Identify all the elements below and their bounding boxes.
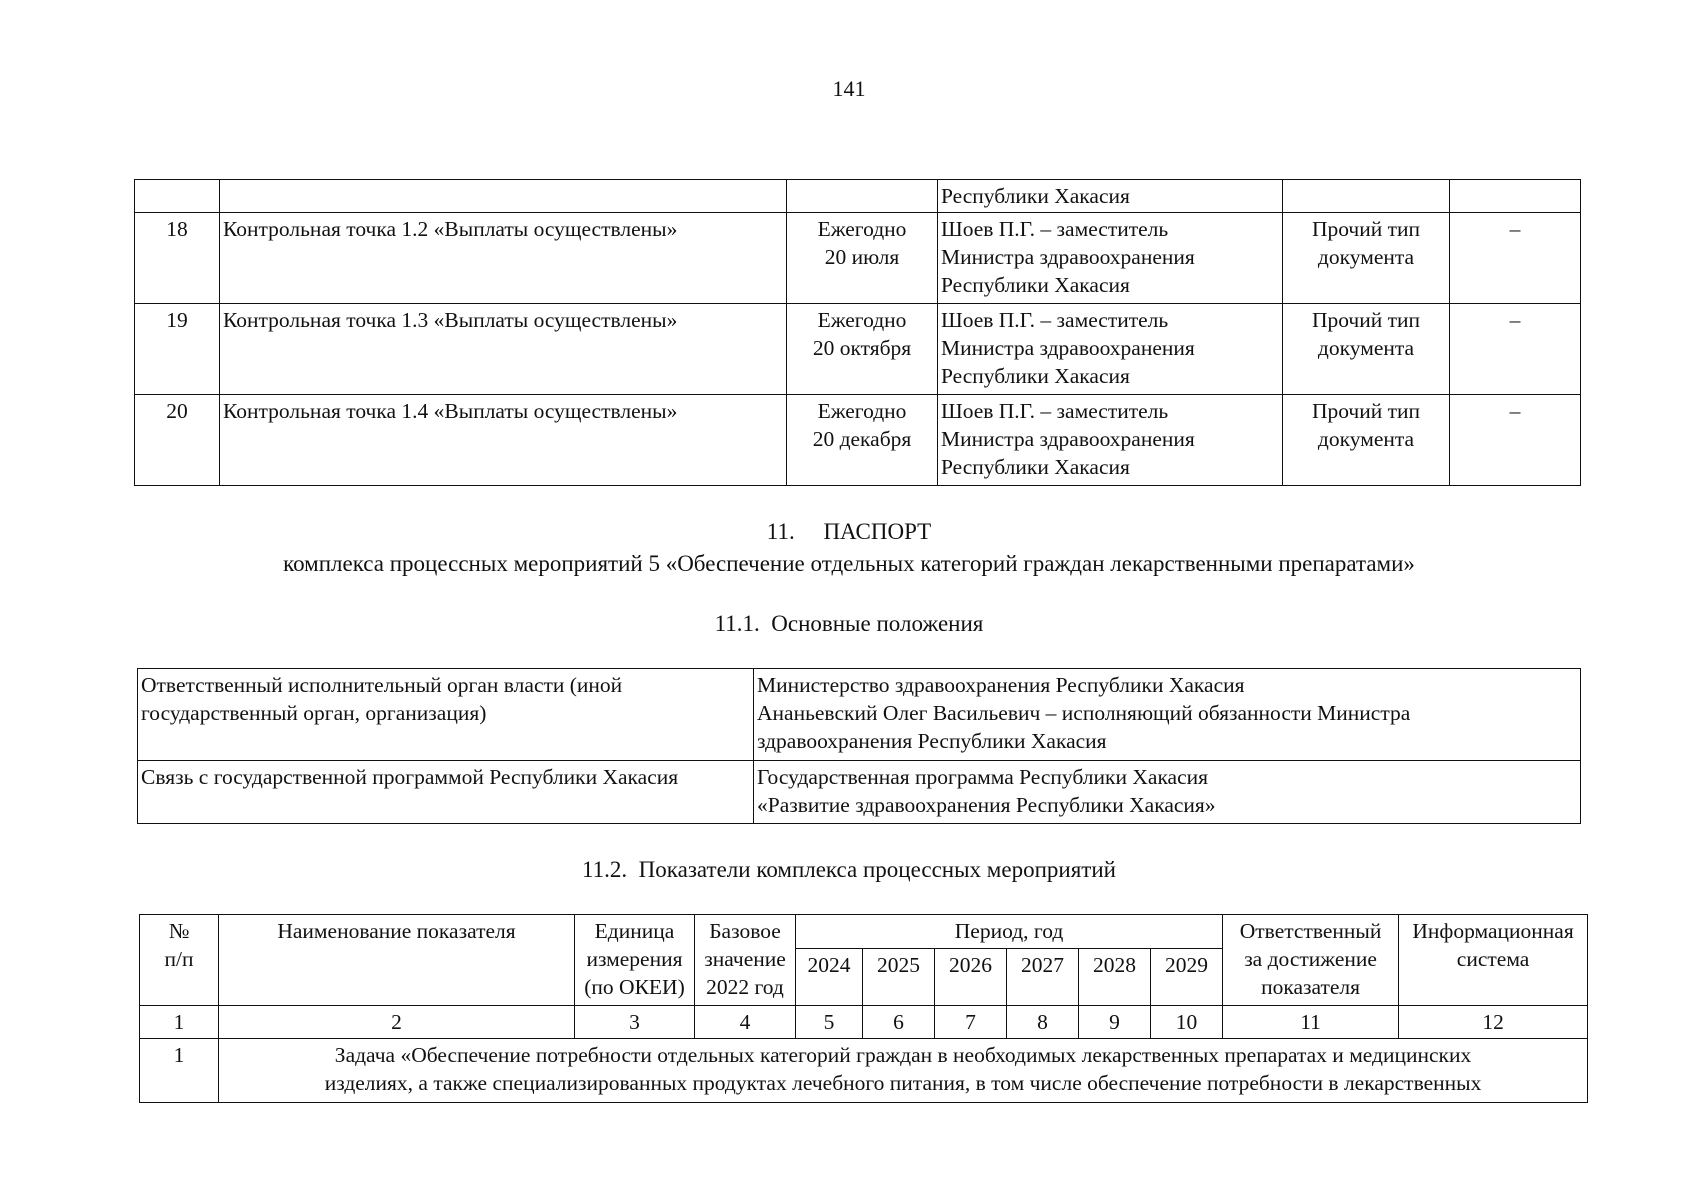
- task-number: 1: [140, 1039, 219, 1103]
- col-number: 4: [695, 1006, 796, 1039]
- header-period: Период, год: [796, 915, 1223, 949]
- indicators-table: [139, 914, 1588, 1103]
- header-num: № п/п: [140, 915, 219, 1006]
- table-row: [135, 180, 1581, 213]
- table-row: [135, 395, 1581, 486]
- col-number: 12: [1399, 1006, 1588, 1039]
- col-number: 5: [796, 1006, 863, 1039]
- info-system-cell: –: [1450, 304, 1581, 395]
- col-number: 8: [1007, 1006, 1079, 1039]
- col-number: 2: [219, 1006, 575, 1039]
- col-number: 10: [1151, 1006, 1223, 1039]
- subsection-indicators-heading: 11.2. Показатели комплекса процессных мероприятий: [582, 857, 1116, 882]
- col-number: 9: [1079, 1006, 1151, 1039]
- header-responsible: Ответственный за достижение показателя: [1223, 915, 1399, 1006]
- document-type-cell: Прочий тип документа: [1283, 304, 1450, 395]
- date-cell: Ежегодно 20 октября: [787, 304, 938, 395]
- header-info-system: Информационная система: [1399, 915, 1588, 1006]
- subsection-basics-heading: 11.1. Основные положения: [714, 611, 984, 636]
- responsible-cell: Шоев П.Г. – заместитель Министра здравоохранения Республики Хакасия: [938, 213, 1283, 304]
- year-2027: 2027: [1007, 949, 1079, 1006]
- table-row: [138, 669, 1581, 761]
- col-number: 1: [140, 1006, 219, 1039]
- task-text: Задача «Обеспечение потребности отдельных категорий граждан в необходимых лекарственных препаратах и медицинских изделиях, а также специализированных продуктах лечебного питания, в том числе обеспечение потребности в лекарственных: [219, 1039, 1588, 1103]
- info-system-cell: –: [1450, 395, 1581, 486]
- col-number: 11: [1223, 1006, 1399, 1039]
- section-title: 11. ПАСПОРТ: [766, 519, 932, 544]
- row-number: 20: [135, 395, 220, 486]
- year-2025: 2025: [863, 949, 935, 1006]
- table-row: [135, 213, 1581, 304]
- responsible-cell: Республики Хакасия: [938, 180, 1283, 213]
- row-number: 19: [135, 304, 220, 395]
- header-base-value: Базовое значение 2022 год: [695, 915, 796, 1006]
- year-2028: 2028: [1079, 949, 1151, 1006]
- basics-value: Государственная программа Республики Хакасия «Развитие здравоохранения Республики Хакасия»: [754, 761, 1581, 824]
- col-number: 6: [863, 1006, 935, 1039]
- document-type-cell: Прочий тип документа: [1283, 213, 1450, 304]
- header-row: [140, 915, 1588, 949]
- header-name: Наименование показателя: [219, 915, 575, 1006]
- control-point-name: Контрольная точка 1.2 «Выплаты осуществлены»: [220, 213, 787, 304]
- col-number: 3: [575, 1006, 695, 1039]
- page-number: 141: [832, 76, 866, 101]
- col-number: 7: [935, 1006, 1007, 1039]
- column-numbers-row: [140, 1006, 1588, 1039]
- section-subtitle: комплекса процессных мероприятий 5 «Обеспечение отдельных категорий граждан лекарственными препаратами»: [283, 551, 1415, 576]
- year-2024: 2024: [796, 949, 863, 1006]
- table-row: [135, 304, 1581, 395]
- task-row: [140, 1039, 1588, 1103]
- header-unit: Единица измерения (по ОКЕИ): [575, 915, 695, 1006]
- year-2026: 2026: [935, 949, 1007, 1006]
- date-cell: Ежегодно 20 декабря: [787, 395, 938, 486]
- date-cell: Ежегодно 20 июля: [787, 213, 938, 304]
- responsible-cell: Шоев П.Г. – заместитель Министра здравоохранения Республики Хакасия: [938, 395, 1283, 486]
- info-system-cell: –: [1450, 213, 1581, 304]
- responsible-cell: Шоев П.Г. – заместитель Министра здравоохранения Республики Хакасия: [938, 304, 1283, 395]
- year-2029: 2029: [1151, 949, 1223, 1006]
- document-type-cell: Прочий тип документа: [1283, 395, 1450, 486]
- basics-table: [137, 668, 1581, 824]
- control-point-name: Контрольная точка 1.4 «Выплаты осуществлены»: [220, 395, 787, 486]
- table-row: [138, 761, 1581, 824]
- control-point-name: Контрольная точка 1.3 «Выплаты осуществлены»: [220, 304, 787, 395]
- row-number: 18: [135, 213, 220, 304]
- basics-label: Связь с государственной программой Республики Хакасия: [138, 761, 754, 824]
- basics-label: Ответственный исполнительный орган власти (иной государственный орган, организация): [138, 669, 754, 761]
- basics-value: Министерство здравоохранения Республики Хакасия Ананьевский Олег Васильевич – исполняющий обязанности Министра здравоохранения Республики Хакасия: [754, 669, 1581, 761]
- control-points-table: [134, 179, 1581, 486]
